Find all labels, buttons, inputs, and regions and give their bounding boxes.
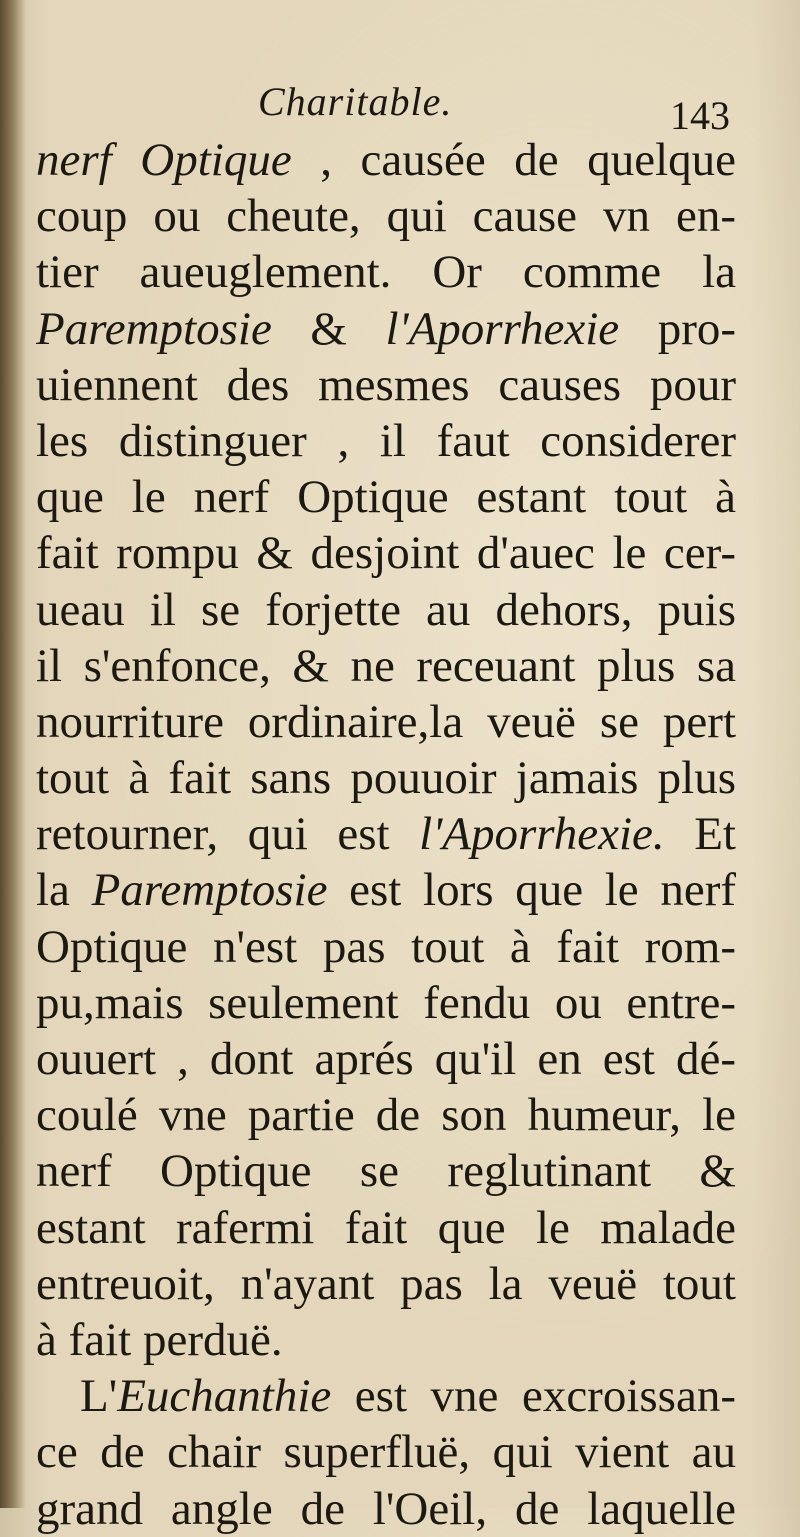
text-run: ueau il se forjette au dehors, puis xyxy=(36,583,736,636)
text-run: entreuoit, n'ayant pas la veuë tout xyxy=(36,1257,736,1310)
italic-text: l'Aporrhexie xyxy=(385,302,620,355)
text-run: il s'enfonce, & ne receuant plus sa xyxy=(36,639,736,692)
text-run: grand angle de l'Oeil, de laquelle xyxy=(36,1482,736,1535)
italic-text: Euchanthie xyxy=(117,1370,332,1423)
text-line xyxy=(36,1312,736,1368)
text-run: à fait perduë. xyxy=(36,1313,283,1366)
text-run: tout à fait sans pouuoir jamais plus xyxy=(36,752,736,805)
page-number: 143 xyxy=(670,93,730,138)
page-header xyxy=(0,78,800,138)
text-run: nourriture ordinaire,la veuë se pert xyxy=(36,695,736,748)
text-line xyxy=(36,806,736,862)
text-run: la xyxy=(36,864,92,917)
text-line xyxy=(36,1087,736,1143)
text-line xyxy=(36,750,736,806)
text-line xyxy=(36,469,736,525)
text-run: pu,mais seulement fendu ou entre- xyxy=(36,976,736,1029)
text-line xyxy=(36,1481,736,1537)
text-line xyxy=(36,301,736,357)
text-run: , causée de quelque xyxy=(291,134,736,186)
text-line xyxy=(36,694,736,750)
text-run: est vne excroissan- xyxy=(331,1370,736,1423)
text-run: coulé vne partie de son humeur, le xyxy=(36,1089,736,1142)
text-run: est lors que le nerf xyxy=(327,864,736,917)
text-run: que le nerf Optique estant tout à xyxy=(36,471,736,524)
italic-text: l'Aporrhexie. xyxy=(419,808,665,861)
text-run: ce de chair superfluë, qui vient au xyxy=(36,1426,736,1479)
text-line xyxy=(36,1031,736,1087)
text-run: & xyxy=(271,302,386,355)
text-line xyxy=(36,862,736,918)
text-line xyxy=(36,357,736,413)
text-line xyxy=(36,1424,736,1480)
text-line xyxy=(36,919,736,975)
text-run: tier aueuglement. Or comme la xyxy=(36,246,736,299)
text-line xyxy=(36,188,736,244)
text-run: les distinguer , il faut considerer xyxy=(36,414,736,467)
text-run: retourner, qui est xyxy=(36,808,420,861)
text-line xyxy=(36,1368,736,1424)
text-line xyxy=(36,1143,736,1199)
text-run: Et xyxy=(664,808,736,861)
text-line xyxy=(36,413,736,469)
text-line xyxy=(36,1200,736,1256)
text-line xyxy=(36,525,736,581)
text-line xyxy=(36,975,736,1031)
text-run: fait rompu & desjoint d'auec le cer- xyxy=(36,527,736,580)
text-line xyxy=(36,582,736,638)
text-run: ouuert , dont aprés qu'il en est dé- xyxy=(36,1033,736,1085)
text-run: nerf Optique se reglutinant & xyxy=(36,1145,736,1198)
running-title: Charitable. xyxy=(258,79,453,124)
text-run: Optique n'est pas tout à fait rom- xyxy=(36,920,736,973)
text-run: pro- xyxy=(619,302,736,355)
italic-text: Paremptosie xyxy=(36,302,272,355)
body-text xyxy=(36,132,736,1537)
text-line xyxy=(36,132,736,188)
text-run: uiennent des mesmes causes pour xyxy=(36,358,736,411)
text-line xyxy=(36,244,736,300)
text-line xyxy=(36,1256,736,1312)
italic-text: nerf Optique xyxy=(36,134,292,186)
text-run: estant rafermi fait que le malade xyxy=(36,1201,736,1254)
text-run: coup ou cheute, qui cause vn en- xyxy=(36,190,736,243)
text-run: L' xyxy=(80,1370,118,1423)
italic-text: Paremptosie xyxy=(91,864,328,917)
text-line xyxy=(36,638,736,694)
